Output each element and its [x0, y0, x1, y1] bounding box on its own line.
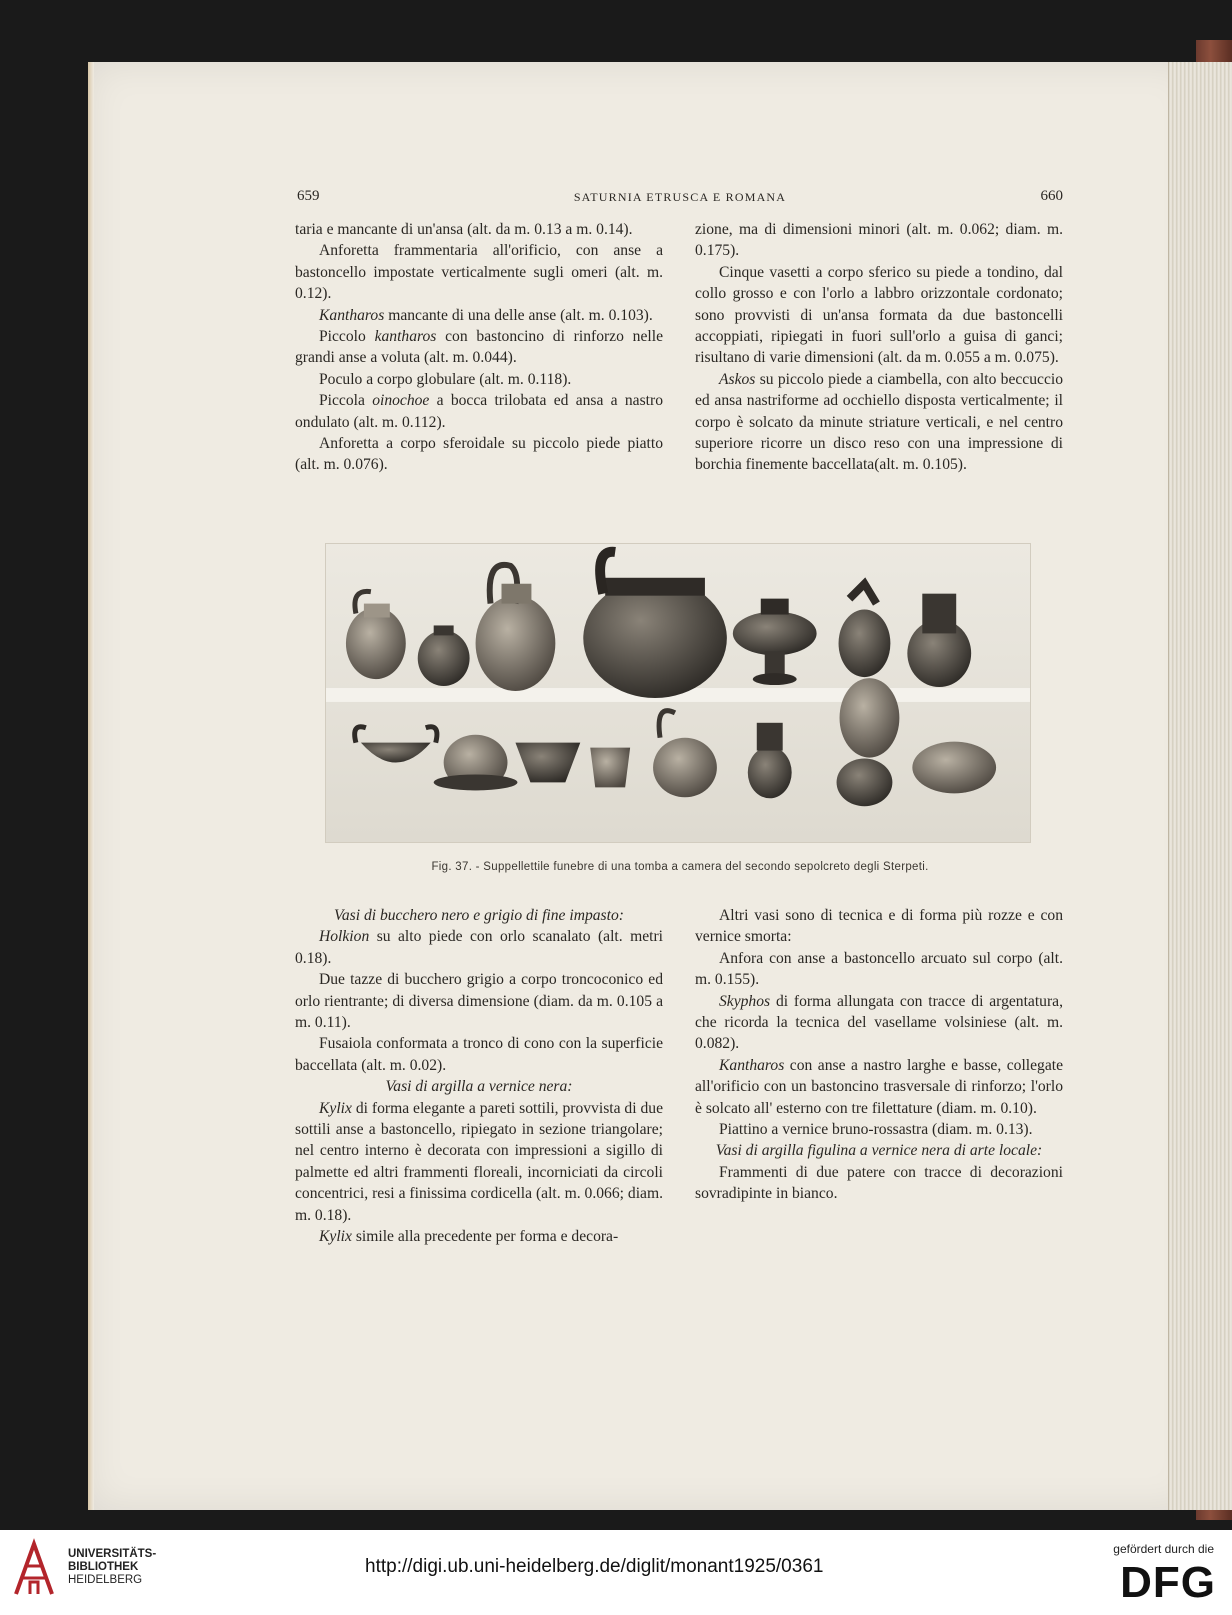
funded-by-label: gefördert durch die — [1113, 1542, 1214, 1556]
paragraph: Kylix di forma elegante a pareti sottili, provvista di due sottili anse a bastoncello, ripiegato in sezione triangolare; nel centro interno è decorata con impressioni a sigillo di palmette ed altri frammenti floreali, incorniciati da circoli concentrici, resi a finissima cordicella (alt. m. 0.066; diam. m. 0.18). — [295, 1099, 663, 1224]
paragraph: Piccolo kantharos con bastoncino di rinforzo nelle grandi anse a voluta (alt. m. 0.044). — [295, 328, 663, 367]
paragraph: Due tazze di bucchero grigio a corpo troncoconico ed orlo rientrante; di diversa dimensione (diam. da m. 0.105 a m. 0.11). — [295, 971, 663, 1032]
section-heading: Vasi di bucchero nero e grigio di fine impasto: — [334, 907, 624, 924]
term: oinochoe — [372, 392, 430, 410]
section-heading: Vasi di argilla a vernice nera: — [385, 1078, 573, 1096]
section-heading: Vasi di argilla figulina a vernice nera di arte locale: — [715, 1142, 1043, 1160]
paragraph: Piattino a vernice bruno-rossastra (diam. m. 0.13). — [719, 1121, 1033, 1139]
term: kantharos — [374, 328, 437, 346]
paragraph: Kantharos con anse a nastro larghe e basse, collegate all'orificio con un bastoncino trasversale di rinforzo; l'orlo è solcato all' esterno con tre filettature (diam. m. 0.10). — [695, 1056, 1064, 1117]
paragraph: Kylix simile alla precedente per forma e decora- — [319, 1228, 619, 1246]
running-head — [297, 188, 1063, 210]
paragraph: Holkion su alto piede con orlo scanalato (alt. metri 0.18). — [295, 928, 663, 967]
library-name: UNIVERSITÄTS- BIBLIOTHEK HEIDELBERG — [68, 1548, 157, 1586]
term: Kylix — [319, 1099, 352, 1117]
vessel-bottom-8 — [912, 742, 996, 794]
column-top-right — [695, 219, 1063, 476]
paragraph: Skyphos di forma allungata con tracce di argentatura, che ricorda la tecnica del vasellame volsiniese (alt. m. 0.082). — [695, 992, 1063, 1053]
permalink-url[interactable]: http://digi.ub.uni-heidelberg.de/diglit/monant1925/0361 — [365, 1556, 824, 1577]
column-bottom-left — [295, 905, 663, 1248]
running-title: SATURNIA ETRUSCA E ROMANA — [573, 190, 787, 204]
paragraph: Anforetta frammentaria all'orificio, con anse a bastoncello impostate verticalmente sugli omeri (alt. m. 0.12). — [295, 242, 663, 303]
paragraph: Piccola oinochoe a bocca trilobata ed ansa a nastro ondulato (alt. m. 0.112). — [295, 392, 663, 431]
term: Kantharos — [319, 306, 385, 324]
paragraph: Frammenti di due patere con tracce di decorazioni sovradipinte in bianco. — [695, 1163, 1063, 1203]
paragraph: Altri vasi sono di tecnica e di forma più rozze e con vernice smorta: — [695, 907, 1063, 946]
paragraph: zione, ma di dimensioni minori (alt. m. 0.062; diam. m. 0.175). — [695, 221, 1063, 260]
paragraph: Cinque vasetti a corpo sferico su piede a tondino, dal collo grosso e con l'orlo a labbro orizzontale cordonato; sono provvisti di un'ansa formata da due bastoncelli accoppiati, ripiegati in fuori sull'orlo a guisa di ganci; risultano di varie dimensioni (alt. da m. 0.055 a m. 0.075). — [695, 263, 1063, 367]
figure-caption: Fig. 37. - Suppellettile funebre di una tomba a camera del secondo sepolcreto degli Sterpeti. — [431, 861, 929, 873]
page-number-left: 659 — [297, 188, 320, 204]
paragraph: Anforetta a corpo sferoidale su piccolo piede piatto (alt. m. 0.076). — [295, 435, 663, 474]
term: Skyphos — [719, 992, 771, 1010]
paragraph: Askos su piccolo piede a ciambella, con alto beccuccio ed ansa nastriforme ad occhiello disposta verticalmente; il corpo è solcato da minute striature verticali, e nel centro superiore ricorre un disco reso con una impressione di borchia finemente baccellata(alt. m. 0.105). — [695, 370, 1063, 474]
figure-photograph — [325, 543, 1031, 843]
paragraph: taria e mancante di un'ansa (alt. da m. 0.13 a m. 0.14). — [295, 221, 633, 238]
paragraph: Fusaiola conformata a tronco di cono con la superficie baccellata (alt. m. 0.02). — [295, 1035, 663, 1074]
column-bottom-right — [695, 905, 1063, 1205]
page-number-right: 660 — [1040, 188, 1063, 204]
term: Kantharos — [719, 1056, 785, 1074]
dfg-logo: DFG — [1120, 1558, 1216, 1607]
term: Holkion — [319, 928, 370, 946]
paragraph: Kantharos mancante di una delle anse (alt. m. 0.103). — [319, 306, 653, 324]
footer-bar — [0, 1530, 1232, 1615]
vessel-bottom-4 — [590, 748, 630, 788]
paragraph: Anfora con anse a bastoncello arcuato sul corpo (alt. m. 0.155). — [695, 949, 1063, 989]
vessel-bottom-7 — [837, 678, 900, 806]
paragraph: Poculo a corpo globulare (alt. m. 0.118). — [319, 370, 572, 388]
term: Kylix — [319, 1228, 352, 1246]
university-library-logo-icon — [12, 1538, 56, 1598]
column-top-left — [295, 219, 663, 476]
term: Askos — [719, 370, 756, 388]
pottery-photo — [326, 544, 1030, 842]
